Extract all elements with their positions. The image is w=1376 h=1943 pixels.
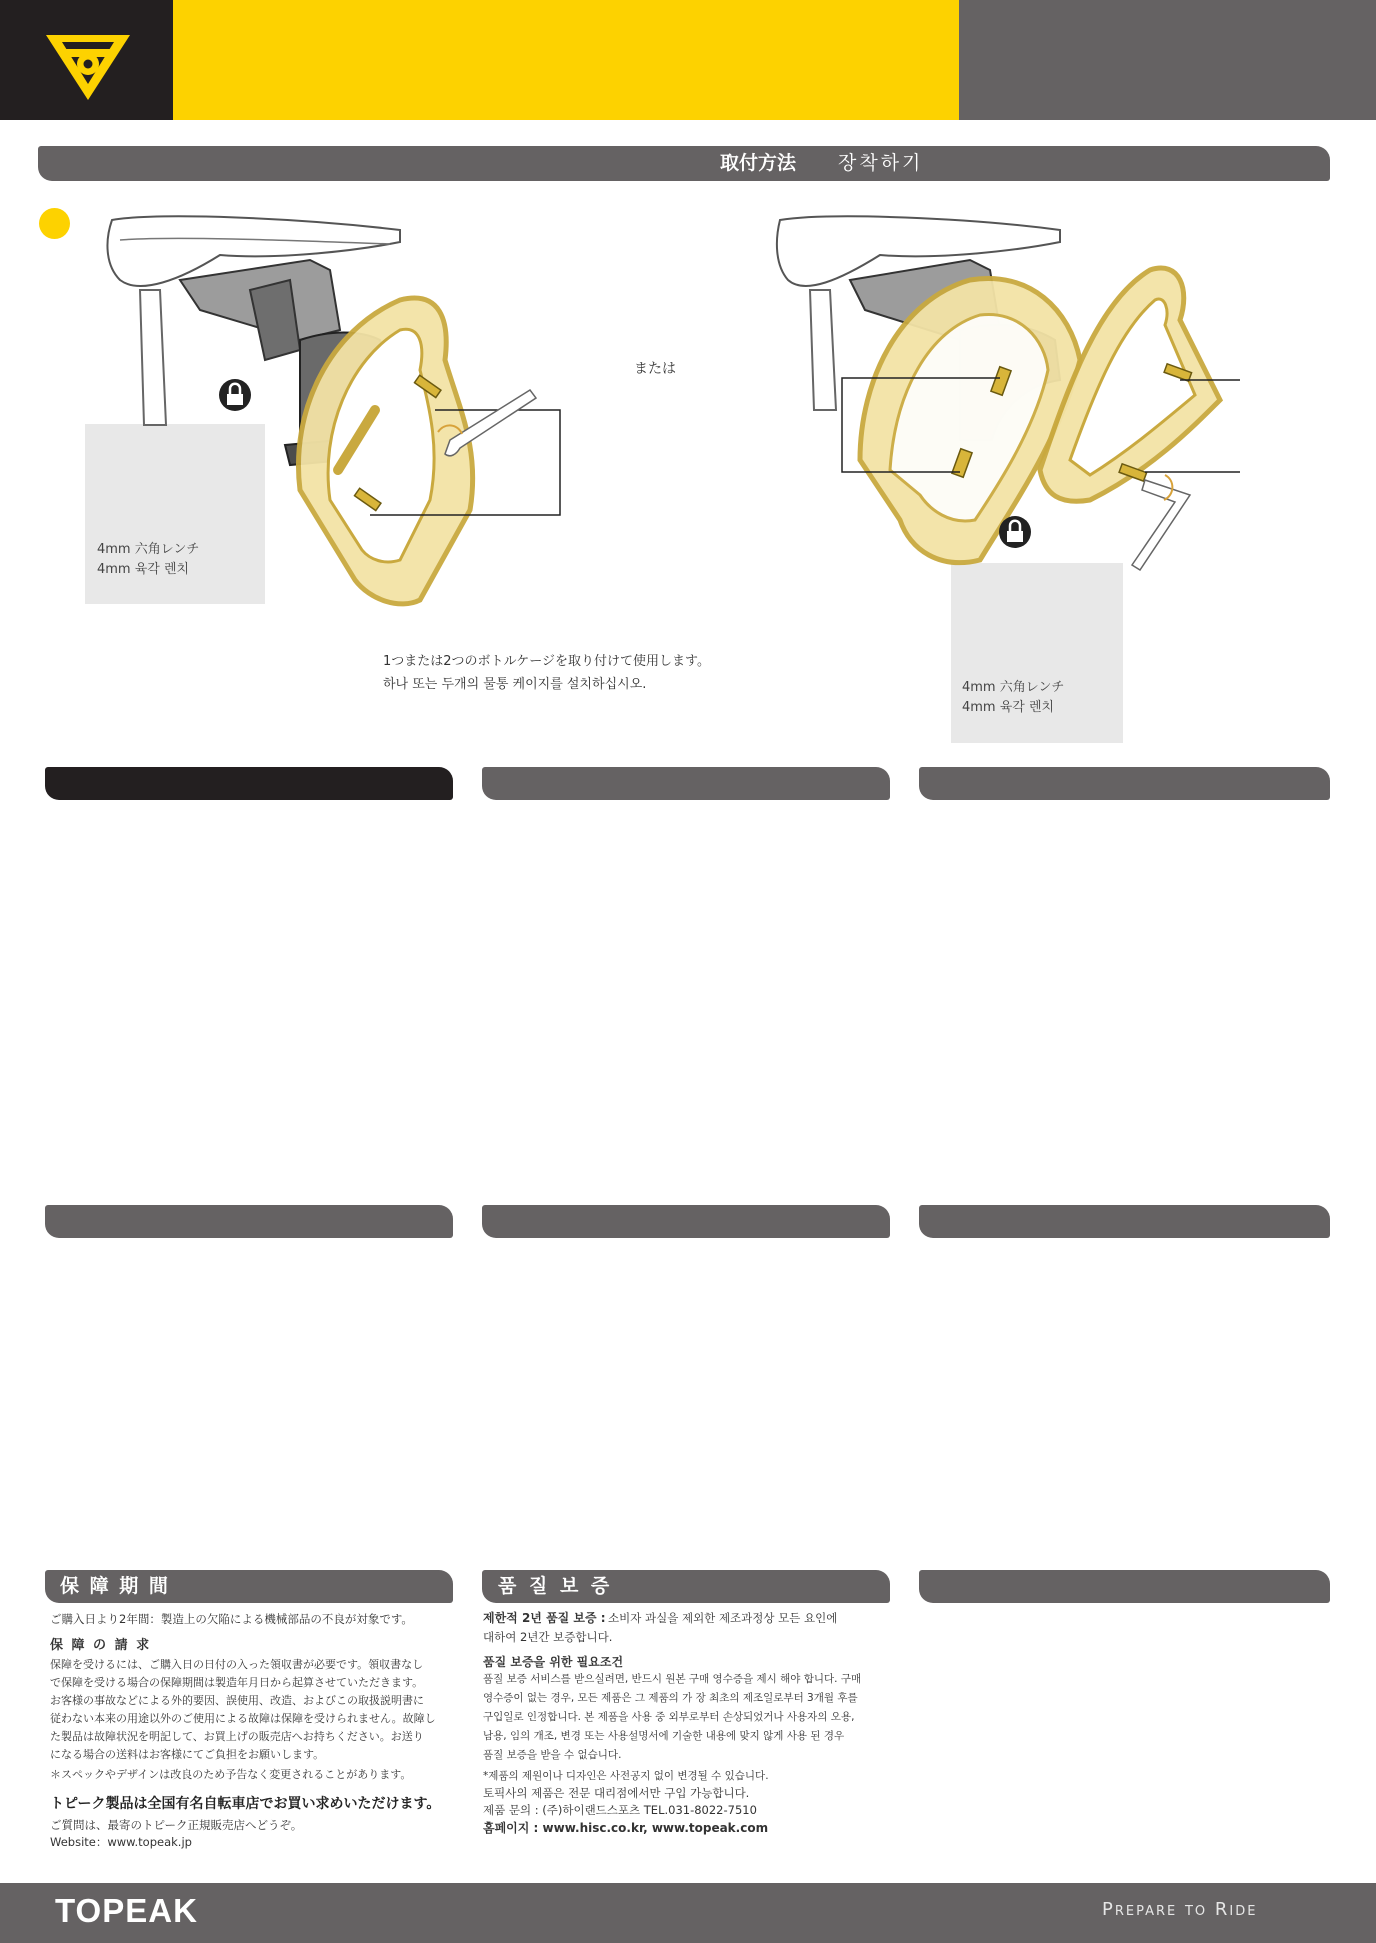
warranty-jp-title: 保 障 期 間 [60, 1575, 170, 1597]
section-bar-2-1 [45, 1205, 453, 1238]
warranty-jp-claim-title: 保 障 の 請 求 [50, 1638, 152, 1653]
wrench-label-jp-right: 4mm 六角レンチ [962, 680, 1065, 695]
install-title-kr: 장착하기 [838, 152, 924, 174]
topeak-wordmark: TOPEAK [55, 1892, 198, 1929]
warranty-kr-cond-title: 품질 보증을 위한 필요조건 [483, 1655, 624, 1669]
warranty-kr-cond-line: 품질 보증을 받을 수 없습니다. [483, 1749, 622, 1761]
warranty-kr-notice-line: 제품 문의 : (주)하이랜드스포츠 TEL.031-8022-7510 [483, 1803, 757, 1817]
warranty-jp-claim-line: 保障を受けるには、ご購入日の日付の入った領収書が必要です。領収書なし [50, 1658, 424, 1671]
warranty-jp-claim-line: お客様の事故などによる外的要因、誤使用、改造、およびこの取扱説明書に [50, 1694, 424, 1707]
section-bar-1-2 [482, 767, 890, 800]
wrench-label-kr-right: 4mm 육각 렌치 [962, 700, 1055, 715]
warranty-jp-note: ＊スペックやデザインは改良のため予告なく変更されることがあります。 [50, 1768, 412, 1781]
warranty-kr-cond-line: 품질 보증 서비스를 받으실려면, 반드시 원본 구매 영수증을 제시 해야 합니다. 구매 [483, 1673, 862, 1685]
warranty-kr-limited-line: 소비자 과실을 제외한 제조과정상 모든 요인에 [608, 1611, 838, 1625]
header-yellow-band [173, 0, 959, 120]
warranty-kr-limited-line: 대하여 2년간 보증합니다. [483, 1630, 613, 1644]
section-bar-2-2 [482, 1205, 890, 1238]
warranty-jp-website[interactable]: Website：www.topeak.jp [50, 1835, 192, 1849]
warranty-jp-stores: トピーク製品は全国有名自転車店でお買い求めいただけます。 [50, 1796, 441, 1812]
install-title-bar [38, 146, 1330, 181]
warranty-kr-cond-line: 영수증이 없는 경우, 모든 제품은 그 제품의 가 장 최초의 제조일로부터 3개월 후를 [483, 1692, 858, 1704]
or-label: または [634, 361, 676, 377]
install-illustration-left [100, 210, 570, 610]
warranty-kr-limited-label: 제한적 2년 품질 보증 : [483, 1611, 606, 1625]
warranty-kr-cond-line: 구입일로 인정합니다. 본 제품을 사용 중 외부로부터 손상되었거나 사용자의 오용, [483, 1711, 855, 1723]
warranty-jp-claim-line: た製品は故障状況を明記して、お買上げの販売店へお持ちください。お送り [50, 1730, 424, 1743]
warranty-kr-notice-line: 토픽사의 제품은 전문 대리점에서만 구입 가능합니다. [483, 1786, 750, 1800]
wrench-label-kr-left: 4mm 육각 렌치 [97, 562, 190, 577]
section-bar-3-3 [919, 1570, 1330, 1603]
warranty-jp-claim-line: で保障を受ける場合の保障期間は製造年月日から起算させていただきます。 [50, 1676, 424, 1689]
install-title-jp: 取付方法 [720, 152, 797, 174]
wrench-label-jp-left: 4mm 六角レンチ [97, 542, 200, 557]
install-caption-kr: 하나 또는 두개의 물통 케이지를 설치하십시오. [383, 677, 647, 692]
warranty-kr-notice-line[interactable]: 홈페이지 : www.hisc.co.kr, www.topeak.com [483, 1821, 769, 1835]
warranty-kr-cond-line: 남용, 임의 개조, 변경 또는 사용설명서에 기술한 내용에 맞지 않게 사용 된 경우 [483, 1730, 845, 1742]
topeak-triangle-logo-icon [0, 0, 173, 120]
warranty-kr-notice-line: *제품의 제원이나 디자인은 사전공지 없이 변경될 수 있습니다. [483, 1770, 769, 1782]
install-illustration-right [770, 210, 1240, 590]
footer-tagline: Prepare to Ride [1102, 1899, 1258, 1920]
warranty-jp-claim-line: になる場合の送料はお客様にてご負担をお願いします。 [50, 1748, 325, 1761]
warranty-jp-period: ご購入日より2年間：製造上の欠陥による機械部品の不良が対象です。 [50, 1612, 413, 1626]
warranty-jp-inquiry: ご質問は、最寄のトピーク正規販売店へどうぞ。 [50, 1818, 303, 1832]
section-bar-2-3 [919, 1205, 1330, 1238]
header-gray-band [959, 0, 1376, 120]
install-caption-jp: 1つまたは2つのボトルケージを取り付けて使用します。 [383, 654, 710, 669]
warranty-kr-title: 품 질 보 증 [498, 1575, 613, 1597]
header-logo-block [0, 0, 173, 120]
warranty-jp-claim-line: 従わない本来の用途以外のご使用による故障は保障を受けられません。故障し [50, 1712, 436, 1725]
section-bar-1-1 [45, 767, 453, 800]
step-dot [39, 208, 70, 239]
section-bar-1-3 [919, 767, 1330, 800]
